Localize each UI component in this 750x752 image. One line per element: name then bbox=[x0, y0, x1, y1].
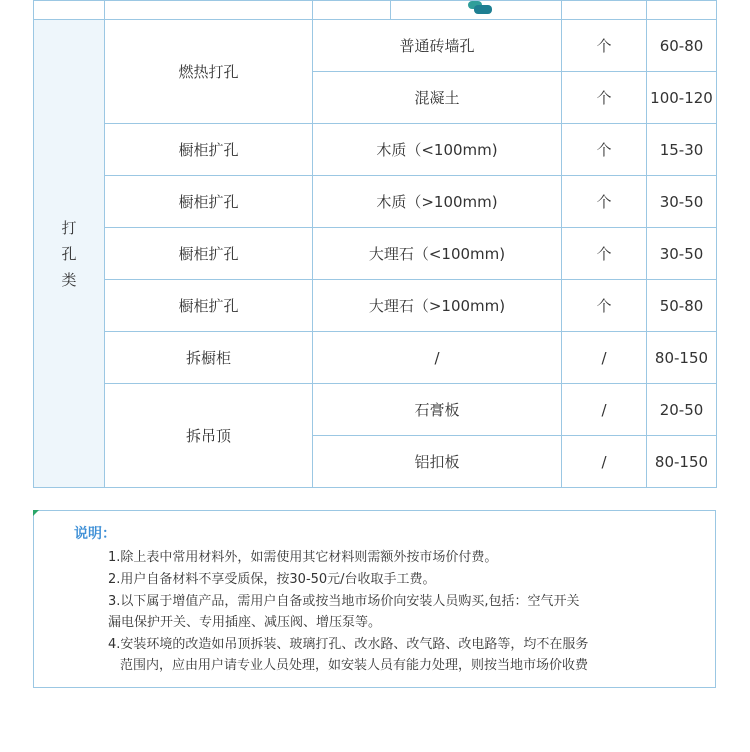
notes-box bbox=[33, 510, 716, 688]
unit-cell: 个 bbox=[562, 176, 647, 228]
material-cell: 大理石（>100mm) bbox=[313, 280, 562, 332]
item-cell: 橱柜扩孔 bbox=[105, 228, 313, 280]
note-line: 4.安装环境的改造如吊顶拆装、玻璃打孔、改水路、改气路、改电路等，均不在服务 bbox=[108, 637, 589, 652]
table-cell bbox=[391, 1, 562, 20]
category-label: 打 孔 类 bbox=[61, 218, 77, 289]
price-cell: 30-50 bbox=[647, 228, 717, 280]
table-cell bbox=[34, 1, 105, 20]
price-cell: 100-120 bbox=[647, 72, 717, 124]
price-table bbox=[33, 0, 717, 488]
price-cell: 80-150 bbox=[647, 332, 717, 384]
corner-marker-icon bbox=[33, 510, 39, 516]
price-cell: 30-50 bbox=[647, 176, 717, 228]
item-cell: 橱柜扩孔 bbox=[105, 280, 313, 332]
note-line: 漏电保护开关、专用插座、减压阀、增压泵等。 bbox=[108, 615, 382, 630]
table-row bbox=[34, 280, 717, 332]
table-row bbox=[34, 20, 717, 72]
material-cell: 混凝土 bbox=[313, 72, 562, 124]
item-cell: 橱柜扩孔 bbox=[105, 176, 313, 228]
item-cell: 拆吊顶 bbox=[105, 384, 313, 488]
unit-cell: / bbox=[562, 384, 647, 436]
table-cell bbox=[562, 1, 647, 20]
price-cell: 15-30 bbox=[647, 124, 717, 176]
notes-title: 说明： bbox=[74, 526, 116, 542]
category-cell bbox=[34, 20, 105, 488]
unit-cell: / bbox=[562, 332, 647, 384]
table-row bbox=[34, 124, 717, 176]
table-row bbox=[34, 332, 717, 384]
table-row bbox=[34, 384, 717, 436]
material-cell: 石膏板 bbox=[313, 384, 562, 436]
item-cell: 橱柜扩孔 bbox=[105, 124, 313, 176]
price-cell: 60-80 bbox=[647, 20, 717, 72]
unit-cell: 个 bbox=[562, 20, 647, 72]
unit-cell: / bbox=[562, 436, 647, 488]
unit-cell: 个 bbox=[562, 124, 647, 176]
material-cell: 大理石（<100mm) bbox=[313, 228, 562, 280]
material-cell: 木质（>100mm) bbox=[313, 176, 562, 228]
table-row bbox=[34, 176, 717, 228]
table-row bbox=[34, 1, 717, 20]
material-cell: 木质（<100mm) bbox=[313, 124, 562, 176]
note-line: 范围内，应由用户请专业人员处理，如安装人员有能力处理，则按当地市场价收费 bbox=[120, 658, 589, 673]
unit-cell: 个 bbox=[562, 228, 647, 280]
note-line: 3.以下属于增值产品，需用户自备或按当地市场价向安装人员购买,包括：空气开关 bbox=[108, 594, 580, 609]
table-cell bbox=[313, 1, 391, 20]
unit-cell: 个 bbox=[562, 72, 647, 124]
table-row bbox=[34, 228, 717, 280]
unit-cell: 个 bbox=[562, 280, 647, 332]
price-cell: 20-50 bbox=[647, 384, 717, 436]
price-cell: 80-150 bbox=[647, 436, 717, 488]
price-cell: 50-80 bbox=[647, 280, 717, 332]
item-cell: 燃热打孔 bbox=[105, 20, 313, 124]
table-cell bbox=[105, 1, 313, 20]
price-table-wrapper bbox=[33, 0, 716, 485]
material-cell: 铝扣板 bbox=[313, 436, 562, 488]
table-cell bbox=[647, 1, 717, 20]
pipe-fitting-image bbox=[456, 1, 496, 15]
note-line: 1.除上表中常用材料外，如需使用其它材料则需额外按市场价付费。 bbox=[108, 550, 498, 565]
material-cell: / bbox=[313, 332, 562, 384]
item-cell: 拆橱柜 bbox=[105, 332, 313, 384]
material-cell: 普通砖墙孔 bbox=[313, 20, 562, 72]
note-line: 2.用户自备材料不享受质保，按30-50元/台收取手工费。 bbox=[108, 572, 436, 587]
